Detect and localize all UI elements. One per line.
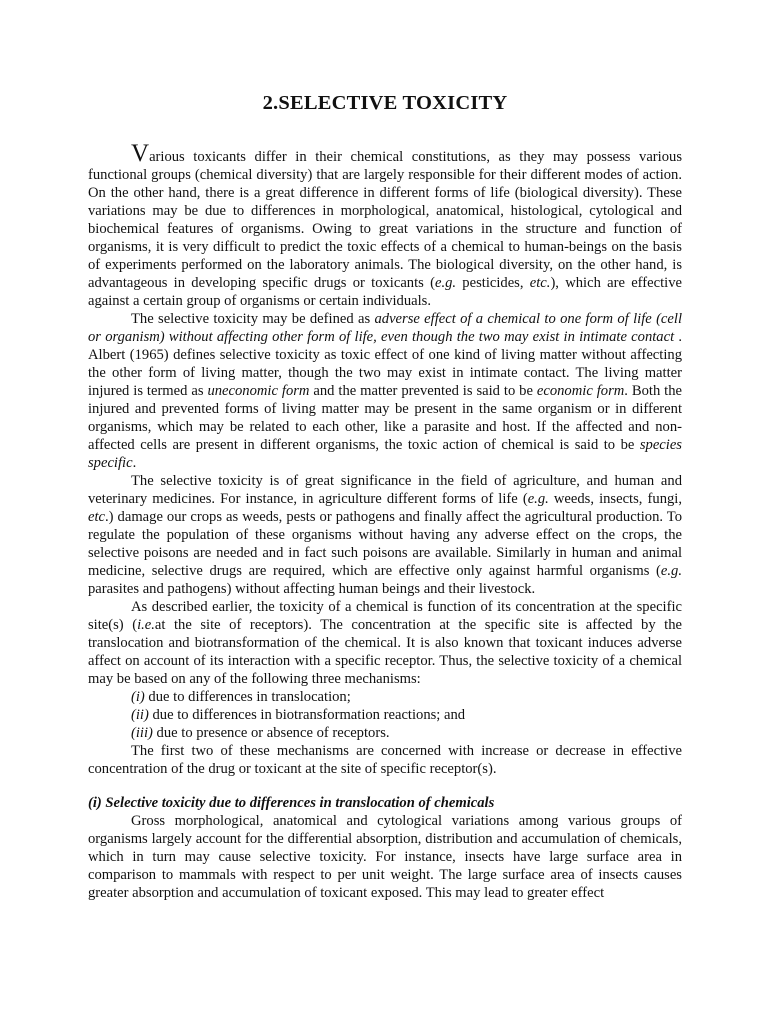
list-item: (i) due to differences in translocation; [131,689,351,705]
document-body [88,140,683,902]
paragraph-summary: The first two of these mechanisms are concerned with increase or decrease in effective concentration of the drug or toxicant at the site of specific receptor(s). [88,743,682,777]
section-heading: (i) Selective toxicity due to differences in translocation of chemicals [88,795,495,811]
paragraph-definition: The selective toxicity may be defined as adverse effect of a chemical to one form of life (cell or organism) without affecting other form of life, even though the two may exist in intimate contact . Albert (1965) defines selective toxicity as toxic effect of one kind of living matter without affecting the other form of living matter, though the two may exist in intimate contact. The living matter injured is termed as uneconomic form and the matter prevented is said to be economic form. Both the injured and prevented forms of living matter may be present in the same organism or in different organisms, which may be related to each other, like a parasite and host. If the affected and non-affected cells are present in different organisms, the toxic action of chemical is said to be species specific. [88,311,683,471]
list-item: (iii) due to presence or absence of receptors. [131,725,390,741]
paragraph-significance: The selective toxicity is of great significance in the field of agriculture, and human and veterinary medicines. For instance, in agriculture different forms of life (e.g. weeds, insects, fungi, etc.) damage our crops as weeds, pests or pathogens and finally affect the agricultural production. To regulate the population of these organisms without having any adverse effect on the crops, the selective poisons are needed and in fact such poisons are available. Similarly in human and animal medicine, selective drugs are required, which are effective only against harmful organisms (e.g. parasites and pathogens) without affecting human beings and their livestock. [88,473,682,597]
paragraph-mechanisms: As described earlier, the toxicity of a chemical is function of its concentration at the specific site(s) (i.e.at the site of receptors). The concentration at the specific site is affected by the translocation and biotransformation of the chemical. It is also known that toxicant induces adverse affect on account of its interaction with a specific receptor. Thus, the selective toxicity of a chemical may be based on any of the following three mechanisms: [88,599,682,687]
list-item: (ii) due to differences in biotransformation reactions; and [131,707,466,723]
drop-cap: V [131,140,150,167]
definition-text: adverse effect of a chemical to one form of life (cell or organism) without affecting other form of life, even though the two may exist in intimate contact [88,311,682,345]
paragraph-translocation: Gross morphological, anatomical and cytological variations among various groups of organisms largely account for the differential absorption, distribution and accumulation of chemicals, which in turn may cause selective toxicity. For instance, insects have large surface area in comparison to mammals with respect to per unit weight. The large surface area of insects causes greater absorption and accumulation of toxicant exposed. This may lead to greater effect [88,813,682,901]
paragraph-intro: Various toxicants differ in their chemical constitutions, as they may possess various functional groups (chemical diversity) that are largely responsible for their different modes of action. On the other hand, there is a great difference in different forms of life (biological diversity). These variations may be due to differences in morphological, anatomical, histological, cytological and biochemical features of organisms. Owing to great variations in the structure and function of organisms, it is very difficult to predict the toxic effects of a chemical to human-beings on the basis of experiments performed on the laboratory animals. The biological diversity, on the other hand, is advantageous in developing specific drugs or toxicants (e.g. pesticides, etc.), which are effective against a certain group of organisms or certain individuals. [88,140,682,309]
page-title: 2.SELECTIVE TOXICITY [262,92,508,114]
